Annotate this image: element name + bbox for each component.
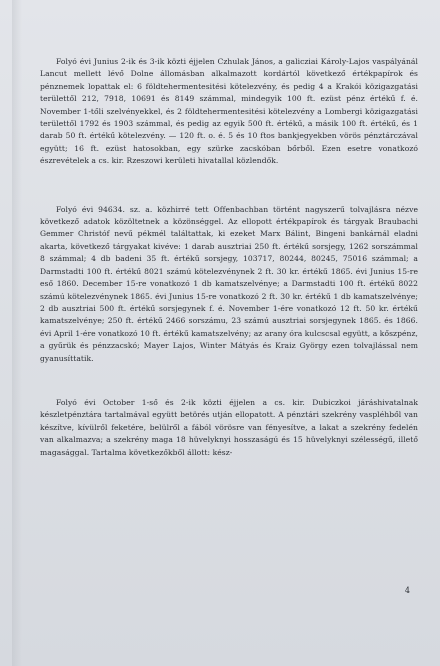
page-fold-shadow <box>12 0 22 666</box>
paragraph-2: Folyó évi 94634. sz. a. közhirré tett Offenbachban történt nagyszerű tolvajlásra nézve következő adatok közöltetnek a közönséggel. Az ellopott értékpapírok és tárgyak Braubachi Gemmer Christóf nevű pékmél találtattak, ki ezeket Marx Bálint, Bingeni bankárnál eladni akarta, következő tárgyakat kivéve: 1 darab ausztriai 250 ft. értékű sorsjegy, 1262 sorszámmal 8 számmal; 4 db badeni 35 ft. értékű sorsjegy, 103717, 80244, 80245, 75016 számmal; a Darmstadti 100 ft. értékű 8021 számú kötelezvénynek 2 ft. 30 kr. értékű 1865. évi Junius 15-re eső 1860. December 15-re vonatkozó 1 db kamatszelvénye; a Darmstadti 100 ft. értékű 8022 számú kötelezvénynek 1865. évi Junius 15-re vonatkozó 2 ft. 30 kr. értékű 1 db kamatszelvénye; 2 db ausztriai 500 ft. értékű sorsjegynek f. é. November 1-ére vonatkozó 12 ft. 50 kr. értékű kamatszelvénye; 250 ft. értékű 2466 sorszámu, 23 számú ausztriai sorsjegynek 1865. és 1866. évi April 1-ére vonatkozó 10 ft. értékű kamatszelvény; az arany óra kulcscsal együtt, a kőszpénz, a gyűrük és pénzzacskó; Mayer Lajos, Winter Mátyás és Kraiz György ezen tolvajlással nem gyanusíttatik. <box>40 204 418 363</box>
paragraph-1: Folyó évi Junius 2-ik és 3-ik közti éjjelen Czhulak János, a galicziai Károly-Lajos vaspályánál Lancut mellett lévő Dolne állomásban alkalmazott kordártól következő értékpapírok és pénznemek lopattak el: 6 földtehermentesitési kötelezvény, és pedig 4 a Krakói közigazgatási területtől 212, 7918, 10691 és 8149 számmal, mindegyik 100 ft. ezüst pénz értékű f. é. November 1-tőli szelvényekkel, és 2 földtehermentesitési kötelezvény a Lombergi közigazgatási területtől 1792 és 1903 számmal, és pedig az egyik 500 ft. értékű, a másik 100 ft. értékű, és 1 darab 50 ft. értékű kötelezvény. — 120 ft. o. é. 5 és 10 ftos bankjegyekben vörös pénztárczával együtt; 16 ft. ezüst hatosokban, egy szürke zacskóban bőrből. Ezen esetre vonatkozó észrevételek a cs. kir. Rzeszowi kerületi hivatallal közlendők. <box>40 57 418 166</box>
page-number: 4 <box>404 586 410 595</box>
paragraph-3: Folyó évi October 1-ső és 2-ik közti éjjelen a cs. kir. Dubiczkoi járáshivatalnak készletpénztára tartalmával együtt betörés utján ellopatott. A pénztári szekrény vaspléhből van készítve, kívülről feketére, belülről a fából vörösre van fényesítve, a lakat a szekrény fedelén van alkalmazva; a szekrény maga 18 hüvelyknyi hosszaságú és 15 hüvelyknyi szélességű, illető magasággal. Tartalma következőkből állott: kész- <box>40 397 418 457</box>
document-body <box>40 56 418 495</box>
